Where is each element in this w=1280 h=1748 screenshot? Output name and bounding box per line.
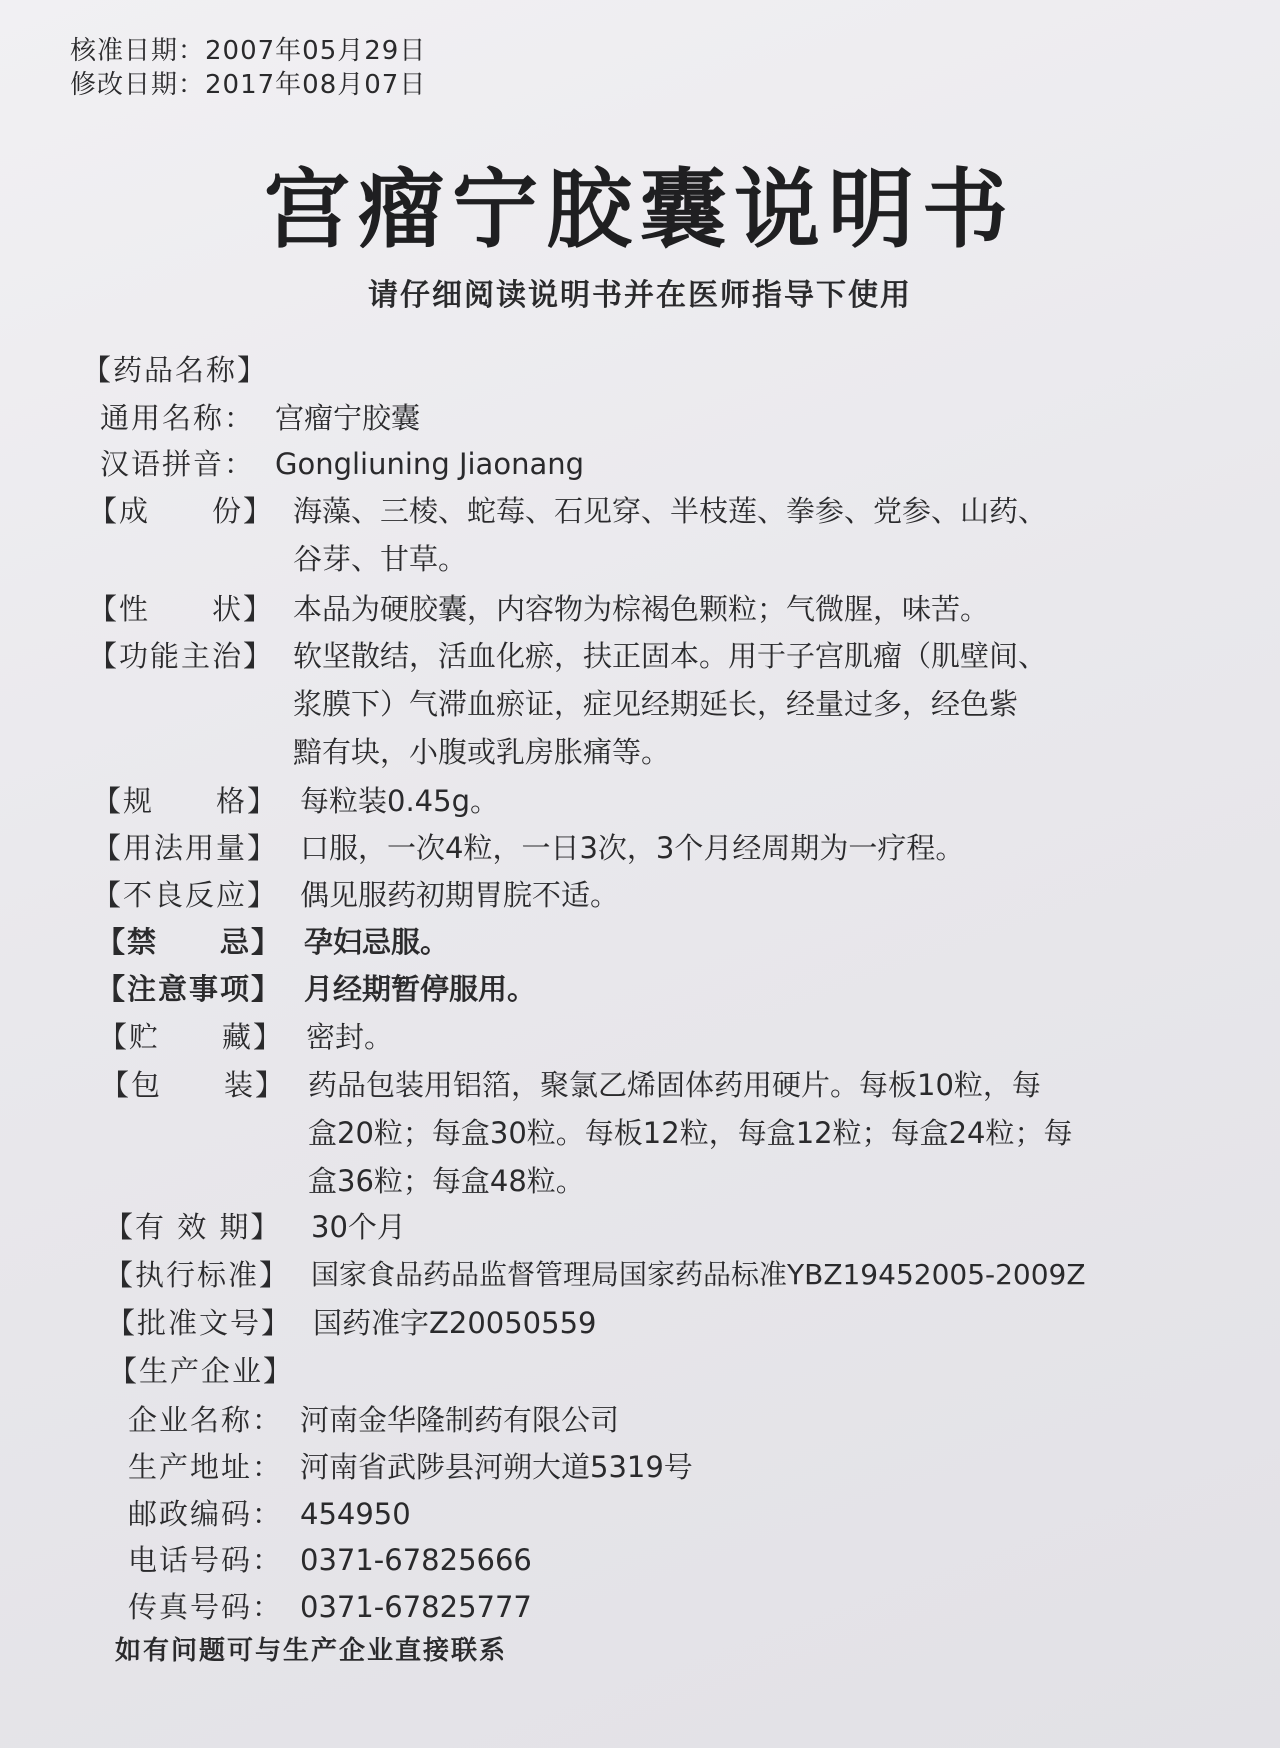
- address-label: 生产地址：: [128, 1450, 284, 1484]
- validity-value: 30个月: [311, 1210, 406, 1244]
- fax-value: 0371-67825777: [300, 1590, 532, 1624]
- approval-number-label: 【批准文号】: [106, 1306, 293, 1340]
- dosage-label: 【用法用量】: [92, 831, 279, 865]
- phone-value: 0371-67825666: [300, 1543, 532, 1577]
- phone-label: 电话号码：: [128, 1543, 284, 1577]
- adverse-label: 【不良反应】: [92, 878, 279, 912]
- manufacturer-label: 【生产企业】: [108, 1354, 295, 1388]
- postcode-value: 454950: [300, 1497, 411, 1531]
- pinyin-value: Gongliuning Jiaonang: [275, 447, 585, 481]
- composition-label: 【成 份】: [88, 494, 275, 528]
- revision-date: 修改日期：2017年08月07日: [70, 70, 427, 100]
- indications-label: 【功能主治】: [88, 639, 275, 673]
- standard-label: 【执行标准】: [104, 1258, 291, 1292]
- drug-name-label: 【药品名称】: [82, 353, 269, 387]
- validity-label: 【有 效 期】: [104, 1210, 282, 1244]
- generic-name-label: 通用名称：: [100, 401, 256, 435]
- date-block: [70, 34, 426, 102]
- description-value: 本品为硬胶囊，内容物为棕褐色颗粒；气微腥，味苦。: [293, 592, 990, 626]
- package-label: 【包 装】: [100, 1068, 287, 1102]
- dosage-value: 口服，一次4粒，一日3次，3个月经周期为一疗程。: [300, 831, 965, 865]
- contraindications-label: 【禁 忌】: [96, 925, 283, 959]
- postcode-label: 邮政编码：: [128, 1497, 284, 1531]
- composition-line-1: 海藻、三棱、蛇莓、石见穿、半枝莲、拳参、党参、山药、: [293, 494, 1048, 528]
- storage-label: 【贮 藏】: [98, 1020, 285, 1054]
- specification-label: 【规 格】: [92, 784, 279, 818]
- generic-name-value: 宫瘤宁胶囊: [275, 401, 421, 435]
- approval-number-value: 国药准字Z20050559: [313, 1306, 597, 1340]
- storage-value: 密封。: [306, 1020, 394, 1054]
- document-subtitle: 请仔细阅读说明书并在医师指导下使用: [368, 278, 912, 313]
- company-value: 河南金华隆制药有限公司: [300, 1403, 620, 1437]
- address-value: 河南省武陟县河朔大道5319号: [300, 1450, 693, 1484]
- precautions-label: 【注意事项】: [96, 972, 283, 1006]
- description-label: 【性 状】: [88, 592, 275, 626]
- contraindications-value: 孕妇忌服。: [304, 925, 450, 959]
- specification-value: 每粒装0.45g。: [300, 784, 499, 818]
- indications-line-3: 黯有块，小腹或乳房胀痛等。: [293, 735, 671, 769]
- company-label: 企业名称：: [128, 1403, 284, 1437]
- composition-line-2: 谷芽、甘草。: [293, 542, 468, 576]
- indications-line-1: 软坚散结，活血化瘀，扶正固本。用于子宫肌瘤（肌壁间、: [293, 639, 1048, 673]
- adverse-value: 偶见服药初期胃脘不适。: [300, 878, 620, 912]
- document-title: 宫瘤宁胶囊说明书: [264, 160, 1016, 260]
- pinyin-label: 汉语拼音：: [100, 447, 256, 481]
- package-line-1: 药品包装用铝箔，聚氯乙烯固体药用硬片。每板10粒，每: [308, 1068, 1041, 1102]
- footer-note: 如有问题可与生产企业直接联系: [115, 1636, 508, 1666]
- standard-value: 国家食品药品监督管理局国家药品标准YBZ19452005-2009Z: [311, 1258, 1086, 1291]
- precautions-value: 月经期暂停服用。: [304, 972, 537, 1006]
- fax-label: 传真号码：: [128, 1590, 284, 1624]
- package-line-2: 盒20粒；每盒30粒。每板12粒，每盒12粒；每盒24粒；每: [308, 1116, 1073, 1150]
- package-line-3: 盒36粒；每盒48粒。: [308, 1164, 585, 1198]
- indications-line-2: 浆膜下）气滞血瘀证，症见经期延长，经量过多，经色紫: [293, 687, 1019, 721]
- approval-date: 核准日期：2007年05月29日: [70, 36, 427, 66]
